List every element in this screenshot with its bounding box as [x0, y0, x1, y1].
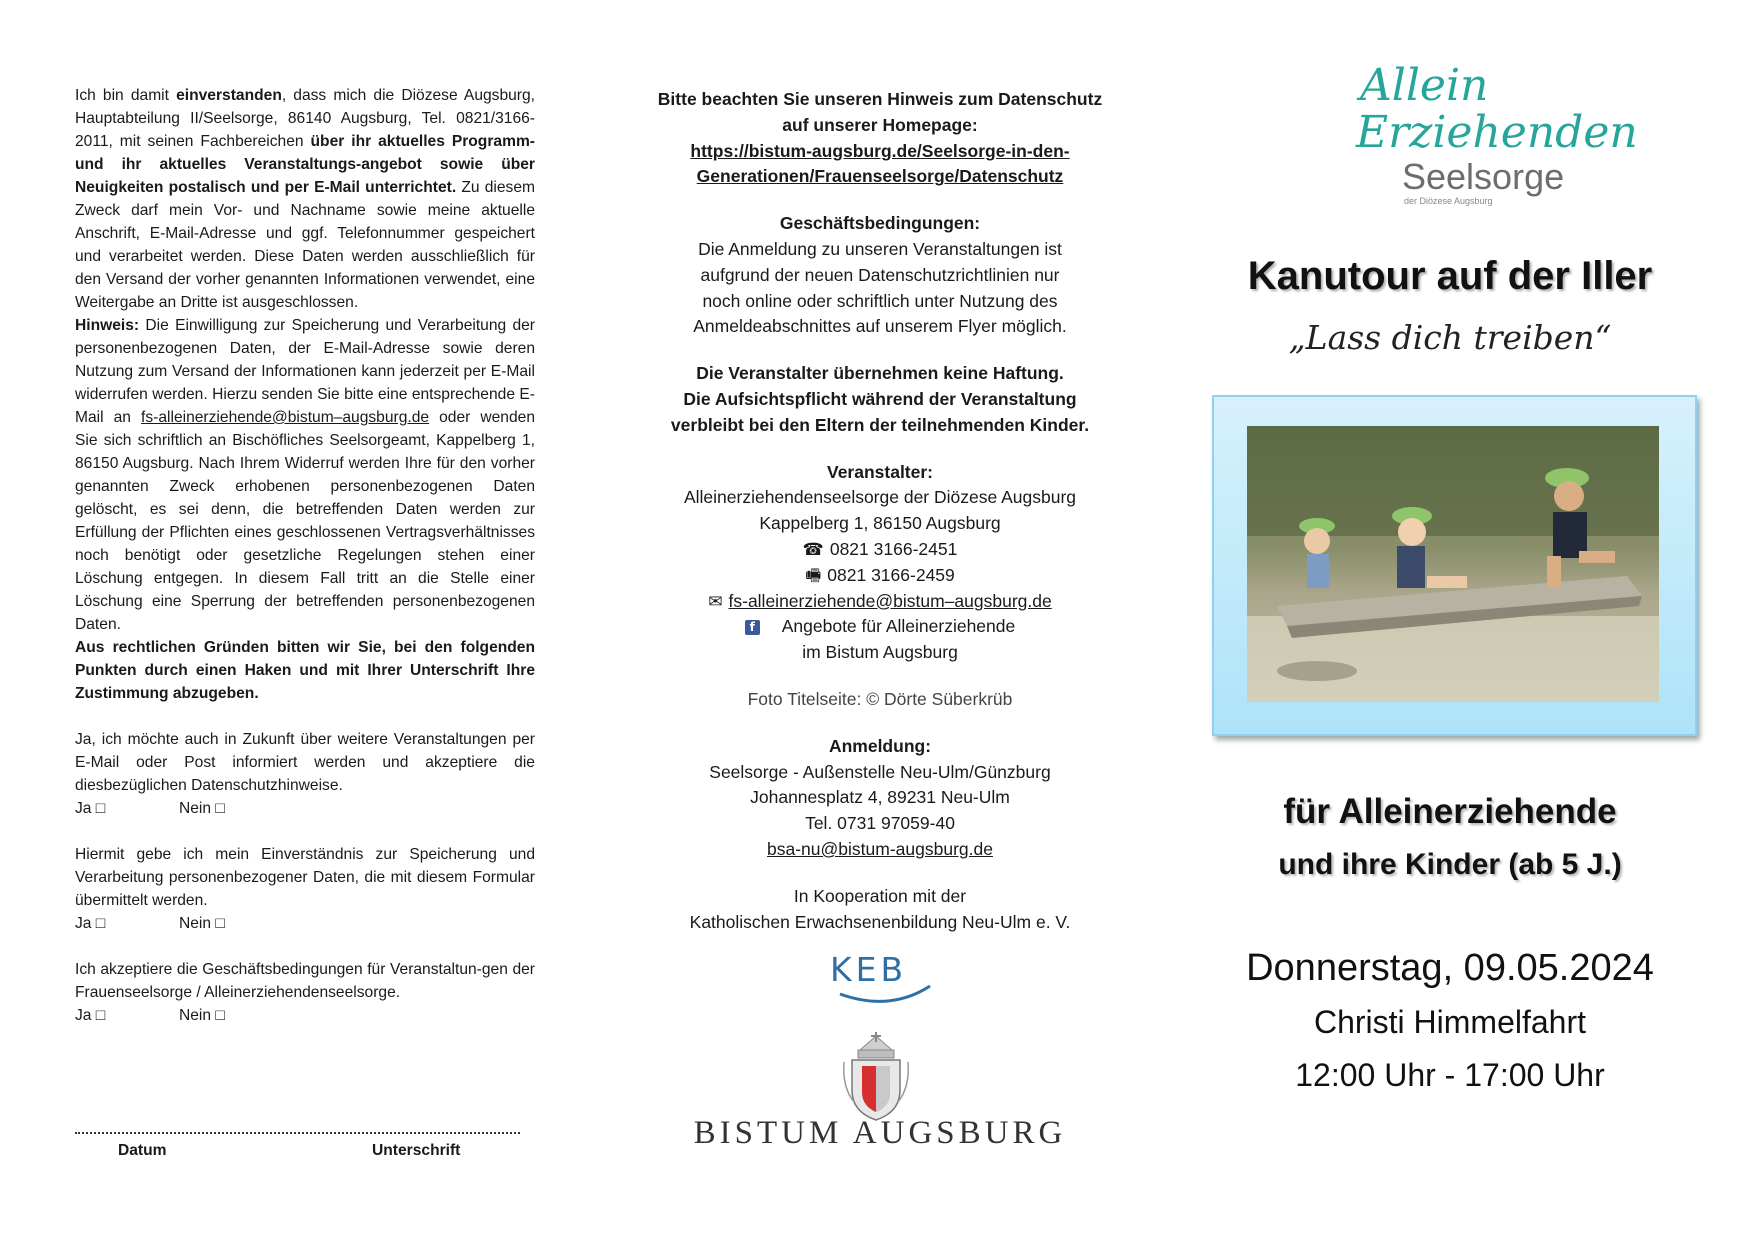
bistum-crest-icon [840, 1032, 912, 1122]
children-on-log-image [1247, 426, 1659, 702]
date-label: Datum [118, 1142, 167, 1159]
consent-terms-text: Ich akzeptiere die Geschäftsbedingungen für Veranstaltun-gen der Frauenseelsorge / Alleinerziehendenseelsorge. [75, 961, 535, 1001]
organizer-fax: 0821 3166-2459 [827, 564, 955, 585]
legal-request-paragraph: Aus rechtlichen Gründen bitten wir Sie, bei den folgenden Punkten durch einen Haken und mit Ihrer Unterschrift Ihre Zustimmung abzugeben. [75, 639, 535, 702]
registration-phone: Tel. 0731 97059-40 [805, 813, 955, 834]
cover-photo [1247, 426, 1659, 702]
liability-text: Die Veranstalter übernehmen keine Haftung. [696, 363, 1064, 384]
organizer-address: Kappelberg 1, 86150 Augsburg [759, 513, 1001, 534]
consent-newsletter-text: Ja, ich möchte auch in Zukunft über weitere Veranstaltungen per E-Mail oder Post informiert werden und akzeptiere die diesbezüglichen Datenschutzhinweise. [75, 731, 535, 794]
organizer-name: Alleinerziehendenseelsorge der Diözese Augsburg [683, 487, 1077, 508]
info-column [640, 87, 1120, 935]
no-checkbox[interactable]: Nein □ [179, 1007, 225, 1024]
fax-icon: 🖷 [805, 565, 822, 585]
privacy-subheading: auf unserer Homepage: [782, 114, 978, 135]
phone-icon: ☎ [802, 539, 824, 559]
bistum-augsburg-logo: BISTUM AUGSBURG [693, 1115, 1067, 1151]
liability-text: verbleibt bei den Eltern der teilnehmenden Kinder. [670, 414, 1090, 435]
terms-text: noch online oder schriftlich unter Nutzung des [702, 290, 1058, 311]
organizer-phone: 0821 3166-2451 [829, 538, 958, 559]
consent-data-options [75, 912, 535, 935]
audience-heading: für Alleinerziehende [1283, 792, 1617, 831]
signature-label: Unterschrift [372, 1142, 461, 1159]
registration-office: Seelsorge - Außenstelle Neu-Ulm/Günzburg [709, 761, 1051, 782]
signature-line[interactable] [75, 1122, 520, 1134]
facebook-icon[interactable]: f [745, 620, 760, 635]
yes-checkbox[interactable]: Ja □ [75, 915, 106, 932]
privacy-link-continued[interactable]: Generationen/Frauenseelsorge/Datenschutz [696, 166, 1064, 187]
privacy-link[interactable]: https://bistum-augsburg.de/Seelsorge-in-den- [690, 140, 1070, 161]
facebook-text: Angebote für Alleinerziehende [781, 616, 1016, 637]
organizer-email-link[interactable]: fs-alleinerziehende@bistum–augsburg.de [728, 590, 1052, 611]
organizer-heading: Veranstalter: [826, 461, 934, 482]
event-time: 12:00 Uhr - 17:00 Uhr [1295, 1057, 1605, 1093]
consent-newsletter-options [75, 797, 535, 820]
mail-icon: ✉ [708, 591, 723, 611]
terms-text: Anmeldeabschnittes auf unserem Flyer möglich. [693, 316, 1067, 337]
ministry-logo-line1: Allein [1360, 60, 1489, 111]
notice-email-link[interactable]: fs-alleinerziehende@bistum–augsburg.de [141, 409, 430, 426]
ministry-logo-line3: Seelsorge [1402, 156, 1565, 197]
photo-credit: Foto Titelseite: © Dörte Süberkrüb [747, 688, 1013, 709]
registration-address: Johannesplatz 4, 89231 Neu-Ulm [750, 787, 1010, 808]
consent-column [75, 84, 535, 1027]
event-motto: „Lass dich treiben“ [1288, 318, 1612, 357]
privacy-heading: Bitte beachten Sie unseren Hinweis zum Datenschutz [657, 89, 1103, 109]
keb-logo: KEB [830, 950, 940, 1010]
ministry-logo-line2: Erziehenden [1356, 107, 1638, 158]
event-holiday: Christi Himmelfahrt [1313, 1004, 1587, 1040]
yes-checkbox[interactable]: Ja □ [75, 800, 106, 817]
photo-frame [1212, 395, 1697, 736]
liability-text: Die Aufsichtspflicht während der Veranstaltung [683, 388, 1077, 409]
yes-checkbox[interactable]: Ja □ [75, 1007, 106, 1024]
consent-data-text: Hiermit gebe ich mein Einverständnis zur Speicherung und Verarbeitung personenbezogener Daten, die mit diesem Formular übermittelt werden. [75, 846, 535, 909]
cooperation-text: In Kooperation mit der [793, 885, 967, 906]
registration-heading: Anmeldung: [828, 735, 932, 756]
terms-heading: Geschäftsbedingungen: [779, 213, 981, 234]
terms-text: aufgrund der neuen Datenschutzrichtlinien nur [700, 264, 1060, 285]
no-checkbox[interactable]: Nein □ [179, 915, 225, 932]
notice-paragraph: Hinweis: Die Einwilligung zur Speicherung und Verarbeitung der personenbezogenen Daten, der E-Mail-Adresse sowie deren Nutzung zum Versand der Informationen kann jederzeit per E-Mail widerrufen werden. Hierzu senden Sie bitte eine entsprechende E-Mail an fs-alleinerziehende@bistum–augsburg.de oder wenden Sie sich schriftlich an Bischöfliches Seelsorgeamt, Kappelberg 1, 86150 Augsburg. Nach Ihrem Widerruf werden Ihre für den vorher genannten Zweck erhobenen personenbezogenen Daten gelöscht, es sei denn, die betreffenden Daten werden zur Erfüllung der Pflichten eines geschlossenen Vertragsverhältnisses noch benötigt oder gesetzliche Regelungen stehen einer Löschung entgegen. In diesem Fall tritt an die Stelle einer Löschung eine Sperrung der betreffenden personenbezogenen Daten. [75, 317, 535, 633]
ministry-logo-line4: der Diözese Augsburg [1404, 196, 1493, 206]
registration-email-link[interactable]: bsa-nu@bistum-augsburg.de [767, 838, 993, 859]
consent-terms-options [75, 1004, 535, 1027]
no-checkbox[interactable]: Nein □ [179, 800, 225, 817]
audience-subheading: und ihre Kinder (ab 5 J.) [1278, 848, 1622, 881]
event-title: Kanutour auf der Iller [1247, 254, 1653, 298]
cooperation-partner: Katholischen Erwachsenenbildung Neu-Ulm e. V. [689, 911, 1071, 932]
keb-swoosh-icon [830, 950, 940, 1010]
consent-intro-paragraph: Ich bin damit einverstanden, dass mich die Diözese Augsburg, Hauptabteilung II/Seelsorge, 86140 Augsburg, Tel. 0821/3166-2011, mit seinen Fachbereichen über ihr aktuelles Programm- und ihr aktuelles Veranstaltungs-angebot sowie über Neuigkeiten postalisch und per E-Mail unterrichtet. Zu diesem Zweck darf mein Vor- und Nachname sowie meine aktuelle Anschrift, E-Mail-Adresse und ggf. Telefonnummer gespeichert und verarbeitet werden. Diese Daten werden ausschließlich für den Versand der vorher genannten Informationen verwendet, eine Weitergabe an Dritte ist ausgeschlossen. [75, 87, 535, 311]
terms-text: Die Anmeldung zu unseren Veranstaltungen ist [698, 238, 1062, 259]
facebook-text-continued: im Bistum Augsburg [802, 642, 958, 663]
event-date: Donnerstag, 09.05.2024 [1246, 947, 1654, 989]
